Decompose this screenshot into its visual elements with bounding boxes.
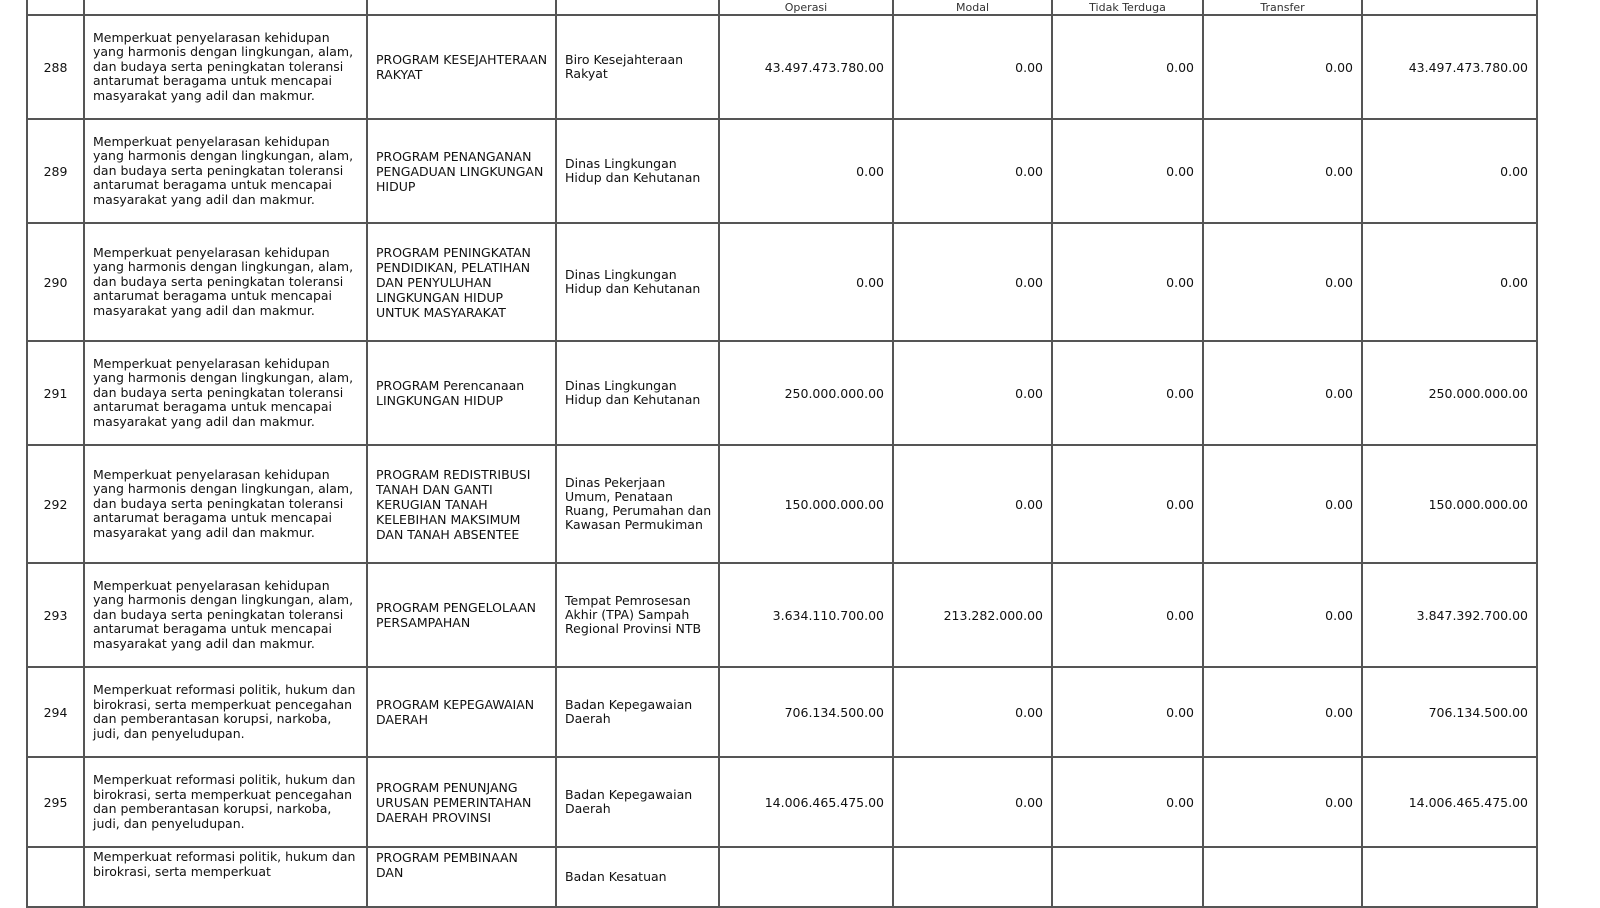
table-row — [27, 223, 1537, 341]
row-number: 289 — [27, 119, 84, 223]
program-cell: PROGRAM PENANGANAN PENGADUAN LINGKUNGAN HIDUP — [367, 119, 556, 223]
unit-cell: Biro Kesejahteraan Rakyat — [556, 15, 719, 119]
unit-cell: Dinas Pekerjaan Umum, Penataan Ruang, Perumahan dan Kawasan Permukiman — [556, 445, 719, 563]
operasi-cell: 43.497.473.780.00 — [719, 15, 893, 119]
tidak-terduga-cell — [1052, 847, 1203, 907]
sasaran-cell: Memperkuat penyelarasan kehidupan yang harmonis dengan lingkungan, alam, dan budaya serta peningkatan toleransi antarumat beragama untuk mencapai masyarakat yang adil dan makmur. — [84, 445, 367, 563]
row-number: 295 — [27, 757, 84, 847]
transfer-cell: 0.00 — [1203, 757, 1362, 847]
sasaran-cell: Memperkuat reformasi politik, hukum dan birokrasi, serta memperkuat pencegahan dan pemberantasan korupsi, narkoba, judi, dan penyeludupan. — [84, 757, 367, 847]
sasaran-cell: Memperkuat penyelarasan kehidupan yang harmonis dengan lingkungan, alam, dan budaya serta peningkatan toleransi antarumat beragama untuk mencapai masyarakat yang adil dan makmur. — [84, 119, 367, 223]
program-cell: PROGRAM KESEJAHTERAAN RAKYAT — [367, 15, 556, 119]
transfer-cell — [1203, 847, 1362, 907]
sasaran-cell: Memperkuat penyelarasan kehidupan yang harmonis dengan lingkungan, alam, dan budaya serta peningkatan toleransi antarumat beragama untuk mencapai masyarakat yang adil dan makmur. — [84, 341, 367, 445]
total-cell: 250.000.000.00 — [1362, 341, 1537, 445]
header-cell-operasi: Operasi — [719, 0, 893, 15]
sasaran-cell: Memperkuat penyelarasan kehidupan yang harmonis dengan lingkungan, alam, dan budaya serta peningkatan toleransi antarumat beragama untuk mencapai masyarakat yang adil dan makmur. — [84, 15, 367, 119]
modal-cell: 213.282.000.00 — [893, 563, 1052, 667]
transfer-cell: 0.00 — [1203, 119, 1362, 223]
program-cell: PROGRAM PEMBINAAN DAN — [367, 847, 556, 907]
tidak-terduga-cell: 0.00 — [1052, 223, 1203, 341]
transfer-cell: 0.00 — [1203, 563, 1362, 667]
total-cell: 0.00 — [1362, 119, 1537, 223]
table-row — [27, 445, 1537, 563]
program-cell: PROGRAM KEPEGAWAIAN DAERAH — [367, 667, 556, 757]
header-cell-program — [367, 0, 556, 15]
program-cell: PROGRAM PENINGKATAN PENDIDIKAN, PELATIHAN DAN PENYULUHAN LINGKUNGAN HIDUP UNTUK MASYARAKAT — [367, 223, 556, 341]
sasaran-cell: Memperkuat penyelarasan kehidupan yang harmonis dengan lingkungan, alam, dan budaya serta peningkatan toleransi antarumat beragama untuk mencapai masyarakat yang adil dan makmur. — [84, 223, 367, 341]
header-cell-sasaran — [84, 0, 367, 15]
table-row — [27, 847, 1537, 907]
modal-cell: 0.00 — [893, 445, 1052, 563]
table-row — [27, 15, 1537, 119]
table-header-row — [27, 0, 1537, 15]
unit-cell: Badan Kesatuan — [556, 847, 719, 907]
modal-cell: 0.00 — [893, 757, 1052, 847]
modal-cell: 0.00 — [893, 667, 1052, 757]
header-cell-transfer: Transfer — [1203, 0, 1362, 15]
header-cell-tidak-terduga: Tidak Terduga — [1052, 0, 1203, 15]
tidak-terduga-cell: 0.00 — [1052, 341, 1203, 445]
table-row — [27, 341, 1537, 445]
operasi-cell: 706.134.500.00 — [719, 667, 893, 757]
budget-table — [26, 0, 1538, 908]
unit-cell: Badan Kepegawaian Daerah — [556, 757, 719, 847]
operasi-cell — [719, 847, 893, 907]
unit-cell: Dinas Lingkungan Hidup dan Kehutanan — [556, 223, 719, 341]
total-cell: 43.497.473.780.00 — [1362, 15, 1537, 119]
header-cell-modal: Modal — [893, 0, 1052, 15]
total-cell — [1362, 847, 1537, 907]
header-cell-total — [1362, 0, 1537, 15]
program-cell: PROGRAM REDISTRIBUSI TANAH DAN GANTI KERUGIAN TANAH KELEBIHAN MAKSIMUM DAN TANAH ABSENTEE — [367, 445, 556, 563]
budget-table-container — [26, 0, 1538, 908]
unit-cell: Dinas Lingkungan Hidup dan Kehutanan — [556, 341, 719, 445]
unit-cell: Dinas Lingkungan Hidup dan Kehutanan — [556, 119, 719, 223]
tidak-terduga-cell: 0.00 — [1052, 757, 1203, 847]
transfer-cell: 0.00 — [1203, 15, 1362, 119]
transfer-cell: 0.00 — [1203, 445, 1362, 563]
tidak-terduga-cell: 0.00 — [1052, 667, 1203, 757]
modal-cell: 0.00 — [893, 223, 1052, 341]
operasi-cell: 0.00 — [719, 119, 893, 223]
tidak-terduga-cell: 0.00 — [1052, 15, 1203, 119]
table-row — [27, 119, 1537, 223]
total-cell: 706.134.500.00 — [1362, 667, 1537, 757]
modal-cell — [893, 847, 1052, 907]
header-cell-unit — [556, 0, 719, 15]
modal-cell: 0.00 — [893, 15, 1052, 119]
row-number: 294 — [27, 667, 84, 757]
operasi-cell: 3.634.110.700.00 — [719, 563, 893, 667]
total-cell: 0.00 — [1362, 223, 1537, 341]
total-cell: 14.006.465.475.00 — [1362, 757, 1537, 847]
table-row — [27, 757, 1537, 847]
sasaran-cell: Memperkuat reformasi politik, hukum dan birokrasi, serta memperkuat pencegahan dan pemberantasan korupsi, narkoba, judi, dan penyeludupan. — [84, 667, 367, 757]
row-number: 291 — [27, 341, 84, 445]
tidak-terduga-cell: 0.00 — [1052, 119, 1203, 223]
program-cell: PROGRAM Perencanaan LINGKUNGAN HIDUP — [367, 341, 556, 445]
unit-cell: Tempat Pemrosesan Akhir (TPA) Sampah Regional Provinsi NTB — [556, 563, 719, 667]
table-row — [27, 667, 1537, 757]
operasi-cell: 0.00 — [719, 223, 893, 341]
tidak-terduga-cell: 0.00 — [1052, 445, 1203, 563]
transfer-cell: 0.00 — [1203, 667, 1362, 757]
row-number: 290 — [27, 223, 84, 341]
transfer-cell: 0.00 — [1203, 341, 1362, 445]
total-cell: 150.000.000.00 — [1362, 445, 1537, 563]
program-cell: PROGRAM PENUNJANG URUSAN PEMERINTAHAN DAERAH PROVINSI — [367, 757, 556, 847]
unit-cell: Badan Kepegawaian Daerah — [556, 667, 719, 757]
modal-cell: 0.00 — [893, 341, 1052, 445]
row-number: 288 — [27, 15, 84, 119]
header-cell-no — [27, 0, 84, 15]
sasaran-cell: Memperkuat reformasi politik, hukum dan birokrasi, serta memperkuat — [84, 847, 367, 907]
total-cell: 3.847.392.700.00 — [1362, 563, 1537, 667]
sasaran-cell: Memperkuat penyelarasan kehidupan yang harmonis dengan lingkungan, alam, dan budaya serta peningkatan toleransi antarumat beragama untuk mencapai masyarakat yang adil dan makmur. — [84, 563, 367, 667]
program-cell: PROGRAM PENGELOLAAN PERSAMPAHAN — [367, 563, 556, 667]
row-number — [27, 847, 84, 907]
modal-cell: 0.00 — [893, 119, 1052, 223]
row-number: 292 — [27, 445, 84, 563]
table-row — [27, 563, 1537, 667]
operasi-cell: 250.000.000.00 — [719, 341, 893, 445]
transfer-cell: 0.00 — [1203, 223, 1362, 341]
operasi-cell: 150.000.000.00 — [719, 445, 893, 563]
tidak-terduga-cell: 0.00 — [1052, 563, 1203, 667]
operasi-cell: 14.006.465.475.00 — [719, 757, 893, 847]
row-number: 293 — [27, 563, 84, 667]
